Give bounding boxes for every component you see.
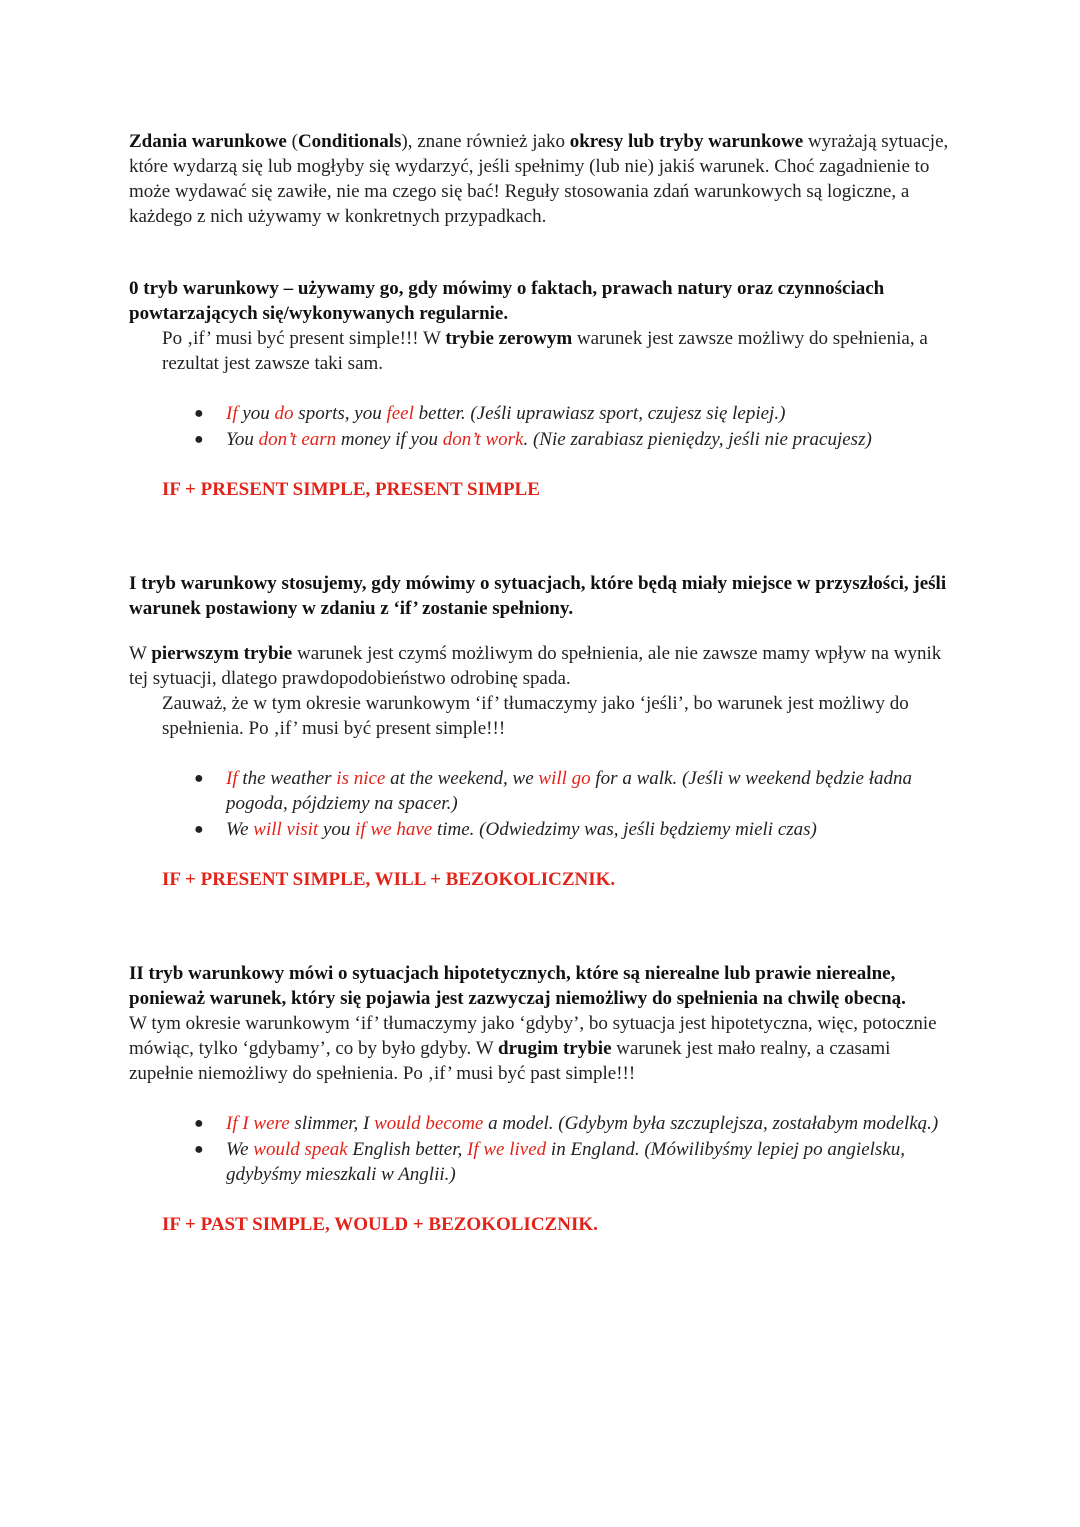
example-text: you (318, 819, 356, 840)
example-text: money if you (336, 429, 443, 450)
section-explanation (129, 326, 949, 376)
example-text: You (226, 429, 259, 450)
section-zero-conditional (129, 276, 949, 502)
example-highlight: don’t work (442, 429, 524, 450)
bullet-icon: ● (194, 770, 204, 787)
example-text: in England. (Mówilibyśmy lepiej po angielsku, gdybyśmy mieszkali w Anglii.) (226, 1139, 906, 1185)
example-highlight: If (226, 768, 238, 789)
example-list (129, 1111, 949, 1187)
explanation-bold: trybie zerowym (445, 328, 573, 349)
intro-paragraph (129, 129, 949, 229)
example-text: time. (Odwiedzimy was, jeśli będziemy mieli czas) (432, 819, 817, 840)
example-text: for a walk. (Jeśli w weekend będzie ładna pogoda, pójdziemy na spacer.) (226, 768, 913, 814)
bullet-icon: ● (194, 821, 204, 838)
section-second-conditional (129, 961, 949, 1237)
explanation-bold: pierwszym trybie (151, 643, 293, 664)
example-text: the weather (237, 768, 337, 789)
section-note: Zauważ, że w tym okresie warunkowym ‘if’ tłumaczymy jako ‘jeśli’, bo warunek jest możliwy do spełnienia. Po ‚if’ musi być present simple!!! (162, 693, 909, 739)
example-highlight: would speak (253, 1139, 348, 1160)
intro-text: wyrażają sytuacje, które wydarzą się lub mogłyby się wydarzyć, jeśli spełnimy (lub nie) jakiś warunek. Choć zagadnienie to może wydawać się zawiłe, nie ma czego się bać! Reguły stosowania zdań warunkowych są logiczne, a każdego z nich używamy w konkretnych przypadkach. (129, 131, 949, 227)
section-explanation (129, 1011, 949, 1086)
example-highlight: if we have (355, 819, 433, 840)
example-highlight: will visit (253, 819, 319, 840)
example-list (129, 766, 949, 842)
example-highlight: do (274, 403, 294, 424)
bullet-icon: ● (194, 1141, 204, 1158)
example-item (194, 401, 949, 426)
explanation-text: warunek jest czymś możliwym do spełnienia, ale nie zawsze mamy wpływ na wynik tej sytuacji, dlatego prawdopodobieństwo odrobinę spada. (129, 643, 942, 689)
formula: IF + PRESENT SIMPLE, WILL + BEZOKOLICZNIK. (162, 869, 616, 890)
example-text: English better, (347, 1139, 468, 1160)
explanation-text: W (129, 643, 152, 664)
example-highlight: feel (386, 403, 414, 424)
formula: IF + PRESENT SIMPLE, PRESENT SIMPLE (162, 479, 540, 500)
section-explanation (129, 641, 949, 691)
section-heading: 0 tryb warunkowy – używamy go, gdy mówimy o faktach, prawach natury oraz czynnościach powtarzających się/wykonywanych regularnie. (129, 278, 885, 324)
example-highlight: don’t earn (258, 429, 337, 450)
example-highlight: If I were (226, 1113, 290, 1134)
example-highlight: If we lived (467, 1139, 547, 1160)
example-text: . (Nie zarabiasz pieniędzy, jeśli nie pracujesz) (523, 429, 872, 450)
intro-term: Zdania warunkowe (129, 131, 287, 152)
bullet-icon: ● (194, 405, 204, 422)
example-item (194, 766, 949, 816)
bullet-icon: ● (194, 431, 204, 448)
intro-term-alt: okresy lub tryby warunkowe (569, 131, 804, 152)
explanation-text: warunek jest zawsze możliwy do spełnienia, a rezultat jest zawsze taki sam. (162, 328, 928, 374)
intro-text: ( (286, 131, 298, 152)
section-heading: II tryb warunkowy mówi o sytuacjach hipotetycznych, które są nierealne lub prawie nierealne, ponieważ warunek, który się pojawia jest zazwyczaj niemożliwy do spełnienia na chwilę obecną. (129, 963, 906, 1009)
bullet-icon: ● (194, 1115, 204, 1132)
explanation-text: Po ‚if’ musi być present simple!!! W (162, 328, 446, 349)
example-text: slimmer, I (289, 1113, 375, 1134)
example-text: at the weekend, we (385, 768, 539, 789)
example-text: better. (Jeśli uprawiasz sport, czujesz się lepiej.) (413, 403, 786, 424)
intro-text: ), znane również jako (401, 131, 570, 152)
example-text: We (226, 1139, 254, 1160)
example-list (129, 401, 949, 452)
explanation-text: W tym okresie warunkowym ‘if’ tłumaczymy jako ‘gdyby’, bo sytuacja jest hipotetyczna, więc, potocznie mówiąc, tylko ‘gdybamy’, co by było gdyby. W (129, 1013, 937, 1059)
intro-term-en: Conditionals (297, 131, 402, 152)
example-highlight: will go (538, 768, 591, 789)
example-item (194, 1137, 949, 1187)
example-item (194, 427, 949, 452)
example-highlight: If (226, 403, 238, 424)
example-item (194, 817, 949, 842)
example-highlight: is nice (336, 768, 386, 789)
example-item (194, 1111, 949, 1136)
formula: IF + PAST SIMPLE, WOULD + BEZOKOLICZNIK. (162, 1214, 598, 1235)
example-text: sports, you (293, 403, 387, 424)
example-text: We (226, 819, 254, 840)
example-text: you (237, 403, 275, 424)
section-heading: I tryb warunkowy stosujemy, gdy mówimy o sytuacjach, które będą miały miejsce w przyszłości, jeśli warunek postawiony w zdaniu z ‘if’ zostanie spełniony. (129, 573, 947, 619)
example-text: a model. (Gdybym była szczuplejsza, zostałabym modelką.) (483, 1113, 939, 1134)
explanation-bold: drugim trybie (498, 1038, 612, 1059)
example-highlight: would become (374, 1113, 484, 1134)
explanation-text: warunek jest mało realny, a czasami zupełnie niemożliwy do spełnienia. Po ‚if’ musi być past simple!!! (129, 1038, 891, 1084)
section-first-conditional (129, 571, 949, 892)
document-page (129, 129, 949, 1237)
